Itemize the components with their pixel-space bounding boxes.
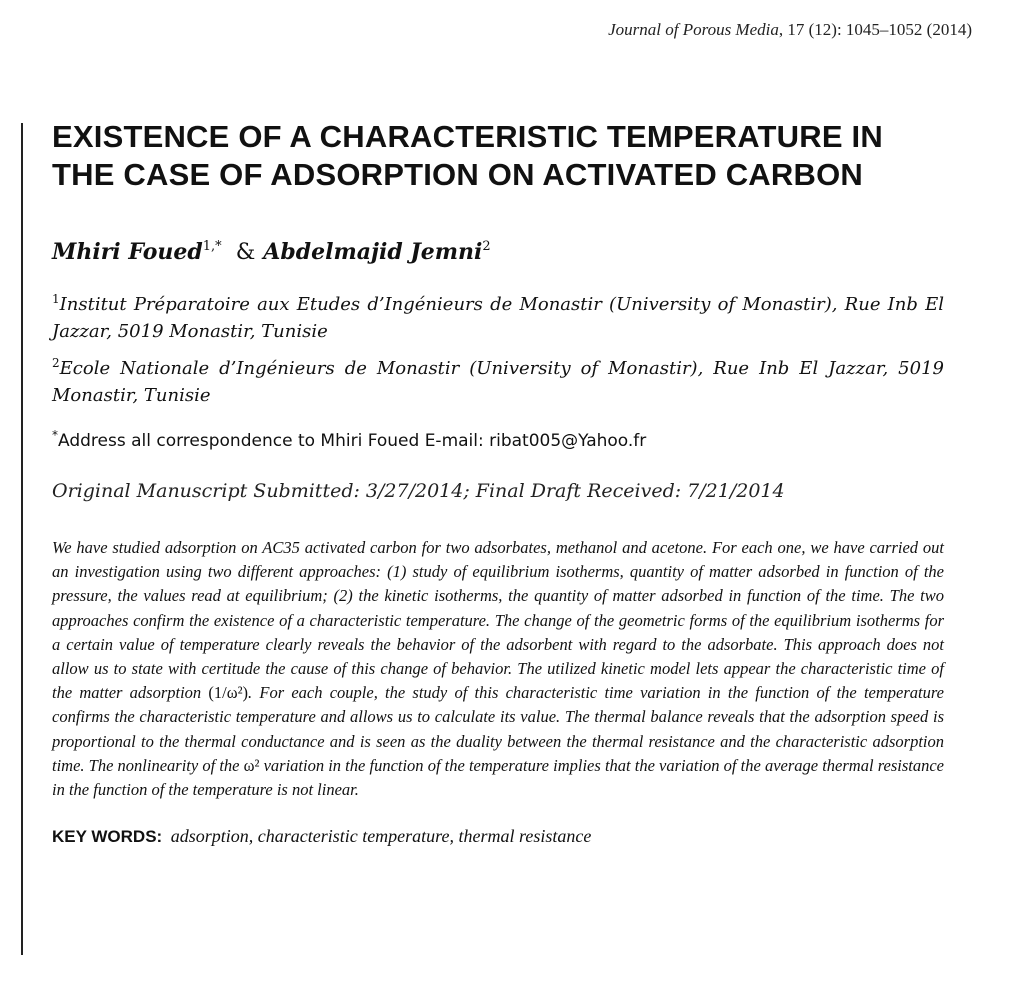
article-title: EXISTENCE OF A CHARACTERISTIC TEMPERATURE IN THE CASE OF ADSORPTION ON ACTIVATED CARBON bbox=[52, 119, 883, 192]
correspondence-line bbox=[52, 429, 944, 453]
formula: (1/ω²) bbox=[208, 683, 249, 703]
affiliation-2 bbox=[52, 355, 944, 409]
affiliation-1 bbox=[52, 291, 944, 345]
author-separator: & bbox=[235, 240, 256, 265]
author-mark: 2 bbox=[482, 239, 491, 254]
author-mark: 1,* bbox=[202, 239, 222, 254]
abstract-text: We have studied adsorption on AC35 activated carbon for two adsorbates, methanol and acetone. For each one, we have carried out an investigation using two different approaches: (1) study of equilibrium isotherms, quantity of matter adsorbed in function of the pressure, the values read at equilibrium; (2) the kinetic isotherms, the quantity of matter adsorbed in function of the time. The two approaches confirm the existence of a characteristic temperature. The change of the geometric forms of the equilibrium isotherms for a certain value of temperature clearly reveals the behavior of the adsorbent with regard to the adsorbate. This approach does not allow us to state with certitude the cause of this change of behavior. The utilized kinetic model lets appear the characteristic time of the matter adsorption bbox=[52, 538, 944, 703]
formula: ω² bbox=[243, 755, 260, 775]
author-line bbox=[52, 238, 944, 267]
correspondence-mark: * bbox=[52, 428, 58, 442]
keywords-list: adsorption, characteristic temperature, thermal resistance bbox=[170, 826, 592, 847]
keywords-label: KEY WORDS: bbox=[52, 827, 163, 847]
journal-header bbox=[608, 20, 972, 40]
affiliation-text: Ecole Nationale d’Ingénieurs de Monastir (University of Monastir), Rue Inb El Jazzar, 5019 Monastir, Tunisie bbox=[52, 358, 944, 406]
left-margin-rule bbox=[21, 123, 23, 955]
affiliation-mark: 1 bbox=[52, 292, 60, 306]
author-name: Abdelmajid Jemni bbox=[263, 239, 483, 265]
affiliation-text: Institut Préparatoire aux Etudes d’Ingénieurs de Monastir (University of Monastir), Rue Inb El Jazzar, 5019 Monastir, Tunisie bbox=[52, 294, 944, 342]
manuscript-dates: Original Manuscript Submitted: 3/27/2014; Final Draft Received: 7/21/2014 bbox=[52, 480, 785, 502]
author-name: Mhiri Foued bbox=[52, 239, 203, 265]
journal-citation: , 17 (12): 1045–1052 (2014) bbox=[778, 20, 972, 39]
abstract-text: . For each couple, the study of this characteristic time variation in the function of the temperature confirms the characteristic temperature and allows us to calculate its value. The thermal balance reveals that the adsorption speed is proportional to the thermal conductance and is seen as the duality between the thermal resistance and the characteristic adsorption time. The nonlinearity of the bbox=[52, 683, 944, 775]
article-front-matter bbox=[52, 118, 944, 849]
abstract bbox=[52, 536, 944, 802]
correspondence-text: Address all correspondence to Mhiri Foued E-mail: ribat005@Yahoo.fr bbox=[58, 431, 647, 451]
abstract-text: variation in the function of the temperature implies that the variation of the average thermal resistance in the function of the temperature is not linear. bbox=[52, 755, 944, 800]
affiliation-mark: 2 bbox=[52, 356, 60, 370]
keywords bbox=[52, 824, 944, 849]
journal-name: Journal of Porous Media bbox=[608, 20, 779, 39]
